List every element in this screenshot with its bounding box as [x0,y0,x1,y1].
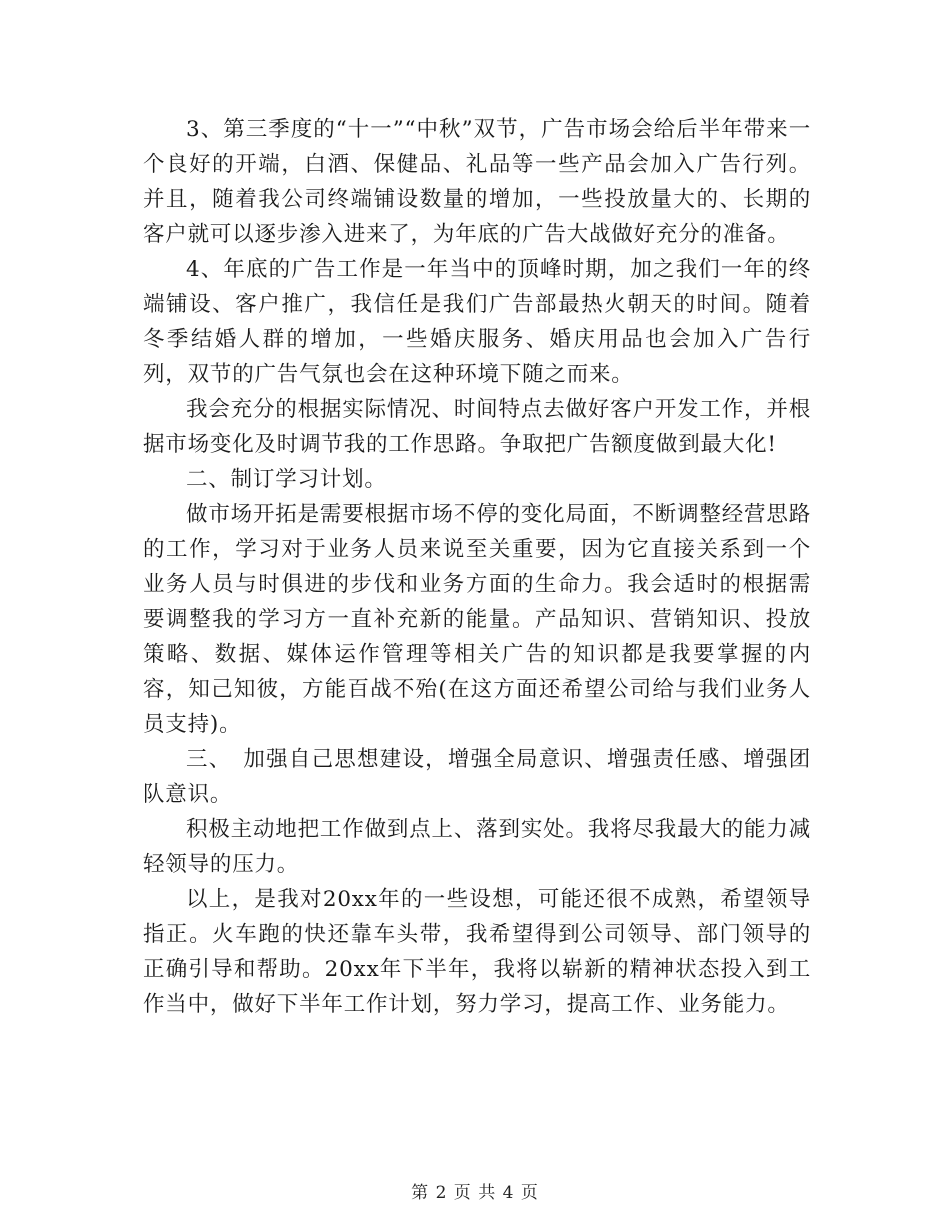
paragraph-conclusion: 以上，是我对20xx年的一些设想，可能还很不成熟，希望领导指正。火车跑的快还靠车头带，我希望得到公司领导、部门领导的正确引导和帮助。20xx年下半年，我将以崭新的精神状态投入到工作当中，做好下半年工作计划，努力学习，提高工作、业务能力。 [143,887,811,1017]
paragraph-q3-plan: 3、第三季度的“十一”“中秋”双节，广告市场会给后半年带来一个良好的开端，白酒、保健品、礼品等一些产品会加入广告行列。并且，随着我公司终端铺设数量的增加，一些投放量大的、长期的客户就可以逐步渗入进来了，为年底的广告大战做好充分的准备。 [143,117,811,247]
section-heading-study-plan: 二、制订学习计划。 [186,467,387,492]
paragraph-client-development: 我会充分的根据实际情况、时间特点去做好客户开发工作，并根据市场变化及时调节我的工作思路。争取把广告额度做到最大化! [143,397,811,457]
document-body [143,112,811,1022]
page-footer [0,1178,950,1203]
section-heading-self-building: 三、 加强自己思想建设，增强全局意识、增强责任感、增强团队意识。 [143,747,811,807]
paragraph-study-plan: 做市场开拓是需要根据市场不停的变化局面，不断调整经营思路的工作，学习对于业务人员来说至关重要，因为它直接关系到一个业务人员与时俱进的步伐和业务方面的生命力。我会适时的根据需要调整我的学习方一直补充新的能量。产品知识、营销知识、投放策略、数据、媒体运作管理等相关广告的知识都是我要掌握的内容，知己知彼，方能百战不殆(在这方面还希望公司给与我们业务人员支持)。 [143,502,811,737]
page-number-label: 第 2 页 共 4 页 [411,1183,539,1203]
paragraph-year-end-plan: 4、年底的广告工作是一年当中的顶峰时期，加之我们一年的终端铺设、客户推广，我信任是我们广告部最热火朝天的时间。随着冬季结婚人群的增加，一些婚庆服务、婚庆用品也会加入广告行列，双节的广告气氛也会在这种环境下随之而来。 [143,257,811,387]
paragraph-initiative: 积极主动地把工作做到点上、落到实处。我将尽我最大的能力减轻领导的压力。 [143,817,811,877]
